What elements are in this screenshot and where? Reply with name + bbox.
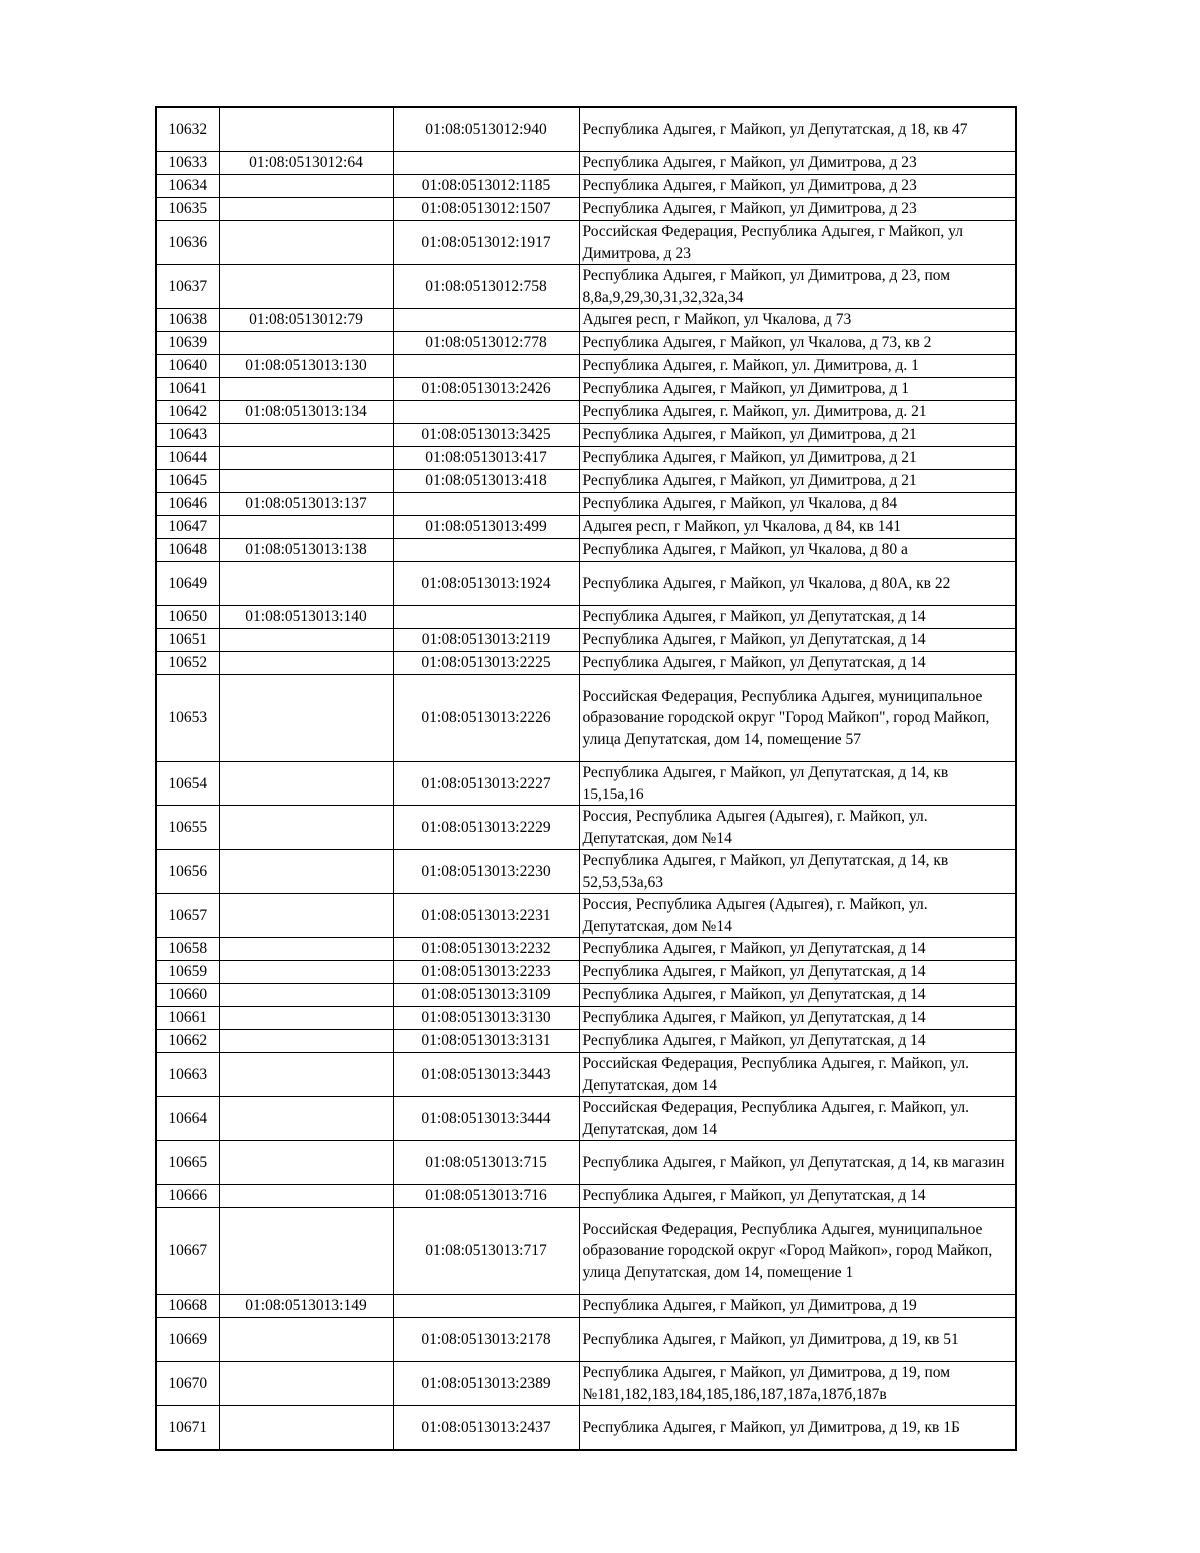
table-row bbox=[156, 107, 1016, 152]
row-number-cell: 10641 bbox=[156, 378, 219, 401]
row-number-cell: 10634 bbox=[156, 175, 219, 198]
table-row bbox=[156, 198, 1016, 221]
object-number-cell bbox=[393, 1295, 579, 1318]
address-cell: Республика Адыгея, г Майкоп, ул Димитрова, д 23 bbox=[579, 175, 1016, 198]
land-plot-number-cell bbox=[219, 1185, 393, 1208]
object-number-cell: 01:08:0513012:1917 bbox=[393, 221, 579, 265]
land-plot-number-cell bbox=[219, 1318, 393, 1362]
address-cell: Республика Адыгея, г Майкоп, ул Димитрова, д 19, кв 1Б bbox=[579, 1406, 1016, 1451]
address-cell: Республика Адыгея, г Майкоп, ул Димитрова, д 23, пом 8,8а,9,29,30,31,32,32а,34 bbox=[579, 265, 1016, 309]
address-cell: Республика Адыгея, г Майкоп, ул Димитрова, д 19, кв 51 bbox=[579, 1318, 1016, 1362]
table-row bbox=[156, 1362, 1016, 1406]
row-number-cell: 10671 bbox=[156, 1406, 219, 1451]
land-plot-number-cell bbox=[219, 894, 393, 938]
table-row bbox=[156, 629, 1016, 652]
row-number-cell: 10665 bbox=[156, 1141, 219, 1185]
land-plot-number-cell: 01:08:0513012:64 bbox=[219, 152, 393, 175]
land-plot-number-cell bbox=[219, 198, 393, 221]
table-row bbox=[156, 1097, 1016, 1141]
row-number-cell: 10664 bbox=[156, 1097, 219, 1141]
land-plot-number-cell: 01:08:0513012:79 bbox=[219, 309, 393, 332]
cadastral-table bbox=[155, 106, 1017, 1451]
table-row bbox=[156, 447, 1016, 470]
address-cell: Республика Адыгея, г Майкоп, ул Чкалова, д 80А, кв 22 bbox=[579, 562, 1016, 606]
row-number-cell: 10666 bbox=[156, 1185, 219, 1208]
row-number-cell: 10668 bbox=[156, 1295, 219, 1318]
row-number-cell: 10663 bbox=[156, 1053, 219, 1097]
land-plot-number-cell: 01:08:0513013:137 bbox=[219, 493, 393, 516]
address-cell: Республика Адыгея, г Майкоп, ул Депутатская, д 14 bbox=[579, 984, 1016, 1007]
address-cell: Республика Адыгея, г Майкоп, ул Депутатская, д 14 bbox=[579, 961, 1016, 984]
address-cell: Республика Адыгея, г Майкоп, ул Депутатская, д 14 bbox=[579, 1185, 1016, 1208]
object-number-cell bbox=[393, 493, 579, 516]
row-number-cell: 10658 bbox=[156, 938, 219, 961]
object-number-cell: 01:08:0513013:3130 bbox=[393, 1007, 579, 1030]
table-row bbox=[156, 332, 1016, 355]
object-number-cell: 01:08:0513013:3443 bbox=[393, 1053, 579, 1097]
address-cell: Россия, Республика Адыгея (Адыгея), г. Майкоп, ул. Депутатская, дом №14 bbox=[579, 894, 1016, 938]
land-plot-number-cell bbox=[219, 107, 393, 152]
address-cell: Республика Адыгея, г Майкоп, ул Димитрова, д 1 bbox=[579, 378, 1016, 401]
land-plot-number-cell: 01:08:0513013:140 bbox=[219, 606, 393, 629]
object-number-cell: 01:08:0513013:2227 bbox=[393, 762, 579, 806]
land-plot-number-cell bbox=[219, 762, 393, 806]
row-number-cell: 10635 bbox=[156, 198, 219, 221]
land-plot-number-cell bbox=[219, 221, 393, 265]
row-number-cell: 10643 bbox=[156, 424, 219, 447]
table-row bbox=[156, 1318, 1016, 1362]
table-row bbox=[156, 152, 1016, 175]
land-plot-number-cell bbox=[219, 378, 393, 401]
address-cell: Адыгея респ, г Майкоп, ул Чкалова, д 84, кв 141 bbox=[579, 516, 1016, 539]
object-number-cell: 01:08:0513013:2230 bbox=[393, 850, 579, 894]
address-cell: Республика Адыгея, г Майкоп, ул Димитрова, д 19, пом №181,182,183,184,185,186,187,187а,187б,187в bbox=[579, 1362, 1016, 1406]
row-number-cell: 10662 bbox=[156, 1030, 219, 1053]
row-number-cell: 10645 bbox=[156, 470, 219, 493]
land-plot-number-cell bbox=[219, 1053, 393, 1097]
object-number-cell: 01:08:0513013:3444 bbox=[393, 1097, 579, 1141]
address-cell: Республика Адыгея, г. Майкоп, ул. Димитрова, д. 1 bbox=[579, 355, 1016, 378]
table-row bbox=[156, 401, 1016, 424]
address-cell: Республика Адыгея, г Майкоп, ул Димитрова, д 21 bbox=[579, 470, 1016, 493]
table-row bbox=[156, 606, 1016, 629]
object-number-cell: 01:08:0513012:1507 bbox=[393, 198, 579, 221]
object-number-cell: 01:08:0513013:2231 bbox=[393, 894, 579, 938]
row-number-cell: 10647 bbox=[156, 516, 219, 539]
address-cell: Республика Адыгея, г Майкоп, ул Чкалова, д 73, кв 2 bbox=[579, 332, 1016, 355]
address-cell: Республика Адыгея, г Майкоп, ул Депутатская, д 14, кв магазин bbox=[579, 1141, 1016, 1185]
object-number-cell: 01:08:0513013:2437 bbox=[393, 1406, 579, 1451]
land-plot-number-cell bbox=[219, 1406, 393, 1451]
land-plot-number-cell bbox=[219, 1208, 393, 1295]
object-number-cell bbox=[393, 152, 579, 175]
row-number-cell: 10653 bbox=[156, 675, 219, 762]
row-number-cell: 10644 bbox=[156, 447, 219, 470]
row-number-cell: 10669 bbox=[156, 1318, 219, 1362]
land-plot-number-cell bbox=[219, 175, 393, 198]
table-row bbox=[156, 1030, 1016, 1053]
object-number-cell: 01:08:0513013:2226 bbox=[393, 675, 579, 762]
row-number-cell: 10661 bbox=[156, 1007, 219, 1030]
address-cell: Адыгея респ, г Майкоп, ул Чкалова, д 73 bbox=[579, 309, 1016, 332]
table-row bbox=[156, 378, 1016, 401]
table-row bbox=[156, 1208, 1016, 1295]
row-number-cell: 10667 bbox=[156, 1208, 219, 1295]
table-row bbox=[156, 1053, 1016, 1097]
object-number-cell: 01:08:0513013:3425 bbox=[393, 424, 579, 447]
address-cell: Республика Адыгея, г Майкоп, ул Депутатская, д 14 bbox=[579, 1030, 1016, 1053]
land-plot-number-cell bbox=[219, 938, 393, 961]
object-number-cell: 01:08:0513012:778 bbox=[393, 332, 579, 355]
land-plot-number-cell bbox=[219, 1362, 393, 1406]
row-number-cell: 10660 bbox=[156, 984, 219, 1007]
object-number-cell bbox=[393, 606, 579, 629]
object-number-cell: 01:08:0513013:2232 bbox=[393, 938, 579, 961]
row-number-cell: 10659 bbox=[156, 961, 219, 984]
land-plot-number-cell: 01:08:0513013:130 bbox=[219, 355, 393, 378]
address-cell: Республика Адыгея, г Майкоп, ул Депутатская, д 18, кв 47 bbox=[579, 107, 1016, 152]
table-row bbox=[156, 850, 1016, 894]
row-number-cell: 10648 bbox=[156, 539, 219, 562]
address-cell: Республика Адыгея, г Майкоп, ул Чкалова, д 84 bbox=[579, 493, 1016, 516]
address-cell: Республика Адыгея, г Майкоп, ул Димитрова, д 23 bbox=[579, 152, 1016, 175]
object-number-cell: 01:08:0513013:717 bbox=[393, 1208, 579, 1295]
address-cell: Российская Федерация, Республика Адыгея, г Майкоп, ул Димитрова, д 23 bbox=[579, 221, 1016, 265]
land-plot-number-cell bbox=[219, 562, 393, 606]
land-plot-number-cell bbox=[219, 984, 393, 1007]
land-plot-number-cell bbox=[219, 470, 393, 493]
address-cell: Республика Адыгея, г Майкоп, ул Депутатская, д 14 bbox=[579, 606, 1016, 629]
land-plot-number-cell bbox=[219, 850, 393, 894]
address-cell: Республика Адыгея, г Майкоп, ул Депутатская, д 14 bbox=[579, 1007, 1016, 1030]
object-number-cell: 01:08:0513013:2225 bbox=[393, 652, 579, 675]
row-number-cell: 10632 bbox=[156, 107, 219, 152]
land-plot-number-cell bbox=[219, 447, 393, 470]
row-number-cell: 10652 bbox=[156, 652, 219, 675]
land-plot-number-cell bbox=[219, 1097, 393, 1141]
table-row bbox=[156, 961, 1016, 984]
row-number-cell: 10646 bbox=[156, 493, 219, 516]
object-number-cell bbox=[393, 539, 579, 562]
object-number-cell: 01:08:0513013:2389 bbox=[393, 1362, 579, 1406]
row-number-cell: 10636 bbox=[156, 221, 219, 265]
land-plot-number-cell bbox=[219, 652, 393, 675]
table-row bbox=[156, 470, 1016, 493]
row-number-cell: 10640 bbox=[156, 355, 219, 378]
object-number-cell: 01:08:0513013:499 bbox=[393, 516, 579, 539]
object-number-cell: 01:08:0513013:3131 bbox=[393, 1030, 579, 1053]
land-plot-number-cell bbox=[219, 265, 393, 309]
land-plot-number-cell bbox=[219, 516, 393, 539]
address-cell: Республика Адыгея, г Майкоп, ул Димитрова, д 19 bbox=[579, 1295, 1016, 1318]
table-row bbox=[156, 938, 1016, 961]
address-cell: Республика Адыгея, г Майкоп, ул Депутатская, д 14 bbox=[579, 629, 1016, 652]
row-number-cell: 10639 bbox=[156, 332, 219, 355]
table-row bbox=[156, 516, 1016, 539]
object-number-cell: 01:08:0513012:940 bbox=[393, 107, 579, 152]
row-number-cell: 10670 bbox=[156, 1362, 219, 1406]
land-plot-number-cell bbox=[219, 675, 393, 762]
address-cell: Российская Федерация, Республика Адыгея, г. Майкоп, ул. Депутатская, дом 14 bbox=[579, 1097, 1016, 1141]
address-cell: Республика Адыгея, г Майкоп, ул Депутатская, д 14, кв 52,53,53а,63 bbox=[579, 850, 1016, 894]
address-cell: Россия, Республика Адыгея (Адыгея), г. Майкоп, ул. Депутатская, дом №14 bbox=[579, 806, 1016, 850]
object-number-cell: 01:08:0513013:418 bbox=[393, 470, 579, 493]
table-body bbox=[156, 107, 1016, 1450]
land-plot-number-cell bbox=[219, 1141, 393, 1185]
object-number-cell: 01:08:0513013:1924 bbox=[393, 562, 579, 606]
object-number-cell: 01:08:0513013:2119 bbox=[393, 629, 579, 652]
object-number-cell: 01:08:0513013:715 bbox=[393, 1141, 579, 1185]
address-cell: Российская Федерация, Республика Адыгея, г. Майкоп, ул. Депутатская, дом 14 bbox=[579, 1053, 1016, 1097]
row-number-cell: 10649 bbox=[156, 562, 219, 606]
address-cell: Российская Федерация, Республика Адыгея, муниципальное образование городской округ "Город Майкоп", город Майкоп, улица Депутатская, дом 14, помещение 57 bbox=[579, 675, 1016, 762]
table-row bbox=[156, 562, 1016, 606]
table-row bbox=[156, 1007, 1016, 1030]
land-plot-number-cell: 01:08:0513013:138 bbox=[219, 539, 393, 562]
table-row bbox=[156, 1141, 1016, 1185]
row-number-cell: 10654 bbox=[156, 762, 219, 806]
table-row bbox=[156, 1295, 1016, 1318]
table-row bbox=[156, 493, 1016, 516]
table-row bbox=[156, 309, 1016, 332]
object-number-cell: 01:08:0513012:758 bbox=[393, 265, 579, 309]
row-number-cell: 10655 bbox=[156, 806, 219, 850]
address-cell: Республика Адыгея, г Майкоп, ул Димитрова, д 21 bbox=[579, 447, 1016, 470]
row-number-cell: 10656 bbox=[156, 850, 219, 894]
table-row bbox=[156, 265, 1016, 309]
address-cell: Республика Адыгея, г Майкоп, ул Чкалова, д 80 а bbox=[579, 539, 1016, 562]
table-row bbox=[156, 1185, 1016, 1208]
object-number-cell: 01:08:0513013:2229 bbox=[393, 806, 579, 850]
row-number-cell: 10638 bbox=[156, 309, 219, 332]
table-row bbox=[156, 894, 1016, 938]
land-plot-number-cell bbox=[219, 424, 393, 447]
row-number-cell: 10642 bbox=[156, 401, 219, 424]
table-row bbox=[156, 984, 1016, 1007]
object-number-cell bbox=[393, 309, 579, 332]
table-row bbox=[156, 806, 1016, 850]
object-number-cell: 01:08:0513013:2426 bbox=[393, 378, 579, 401]
row-number-cell: 10650 bbox=[156, 606, 219, 629]
object-number-cell bbox=[393, 355, 579, 378]
object-number-cell bbox=[393, 401, 579, 424]
table-row bbox=[156, 675, 1016, 762]
land-plot-number-cell: 01:08:0513013:134 bbox=[219, 401, 393, 424]
land-plot-number-cell: 01:08:0513013:149 bbox=[219, 1295, 393, 1318]
land-plot-number-cell bbox=[219, 1007, 393, 1030]
address-cell: Республика Адыгея, г. Майкоп, ул. Димитрова, д. 21 bbox=[579, 401, 1016, 424]
object-number-cell: 01:08:0513013:417 bbox=[393, 447, 579, 470]
table-row bbox=[156, 762, 1016, 806]
table-row bbox=[156, 221, 1016, 265]
object-number-cell: 01:08:0513013:2233 bbox=[393, 961, 579, 984]
object-number-cell: 01:08:0513013:716 bbox=[393, 1185, 579, 1208]
address-cell: Российская Федерация, Республика Адыгея, муниципальное образование городской округ «Город Майкоп», город Майкоп, улица Депутатская, дом 14, помещение 1 bbox=[579, 1208, 1016, 1295]
address-cell: Республика Адыгея, г Майкоп, ул Депутатская, д 14 bbox=[579, 652, 1016, 675]
table-row bbox=[156, 1406, 1016, 1451]
table-row bbox=[156, 175, 1016, 198]
row-number-cell: 10637 bbox=[156, 265, 219, 309]
table-row bbox=[156, 424, 1016, 447]
table-row bbox=[156, 539, 1016, 562]
row-number-cell: 10651 bbox=[156, 629, 219, 652]
object-number-cell: 01:08:0513013:3109 bbox=[393, 984, 579, 1007]
address-cell: Республика Адыгея, г Майкоп, ул Депутатская, д 14 bbox=[579, 938, 1016, 961]
row-number-cell: 10633 bbox=[156, 152, 219, 175]
row-number-cell: 10657 bbox=[156, 894, 219, 938]
address-cell: Республика Адыгея, г Майкоп, ул Димитрова, д 23 bbox=[579, 198, 1016, 221]
table-row bbox=[156, 652, 1016, 675]
land-plot-number-cell bbox=[219, 1030, 393, 1053]
object-number-cell: 01:08:0513013:2178 bbox=[393, 1318, 579, 1362]
land-plot-number-cell bbox=[219, 806, 393, 850]
address-cell: Республика Адыгея, г Майкоп, ул Димитрова, д 21 bbox=[579, 424, 1016, 447]
land-plot-number-cell bbox=[219, 961, 393, 984]
land-plot-number-cell bbox=[219, 332, 393, 355]
address-cell: Республика Адыгея, г Майкоп, ул Депутатская, д 14, кв 15,15а,16 bbox=[579, 762, 1016, 806]
land-plot-number-cell bbox=[219, 629, 393, 652]
table-row bbox=[156, 355, 1016, 378]
object-number-cell: 01:08:0513012:1185 bbox=[393, 175, 579, 198]
